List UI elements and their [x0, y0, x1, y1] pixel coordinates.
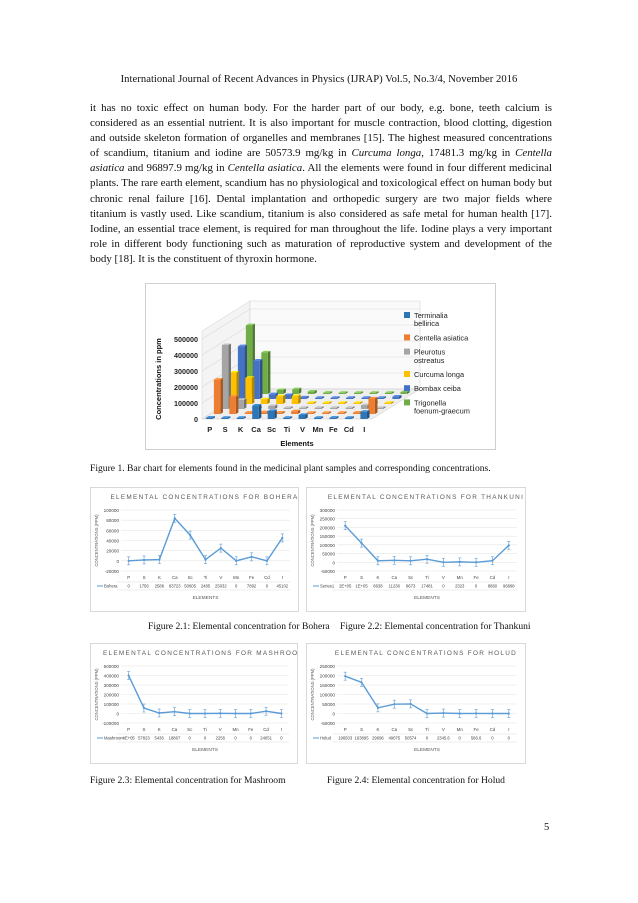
- y-tick-label: -20000: [104, 569, 119, 574]
- legend-swatch: [404, 334, 410, 340]
- x-tick-label: Ca: [171, 575, 178, 580]
- bar: [315, 398, 321, 399]
- legend-label: Trigonella: [414, 398, 447, 408]
- bar: [308, 392, 314, 394]
- legend-swatch: [404, 371, 410, 377]
- data-table-value: 0: [188, 735, 191, 741]
- data-point: [143, 559, 145, 561]
- legend-swatch: [404, 399, 410, 405]
- y-axis-title: CONCENTRATIONS (PPM): [310, 514, 315, 567]
- chart-title: ELEMENTAL CONCENTRATIONS FOR HOLUD: [334, 650, 518, 657]
- bar: [283, 418, 289, 419]
- x-tick-label: K: [376, 575, 380, 580]
- bar: [291, 411, 297, 414]
- y-axis-title: CONCENTRATIONS (PPM): [94, 668, 99, 721]
- data-table-value: 29696: [372, 735, 384, 741]
- y-tick-label: 150000: [319, 534, 335, 540]
- bar: [314, 418, 320, 419]
- legend-label: Curcuma longa: [414, 370, 465, 379]
- y-tick-label: 0: [332, 711, 335, 717]
- data-table-value: 0: [203, 735, 207, 741]
- data-point: [377, 707, 379, 709]
- x-axis-title: ELEMENTS: [414, 748, 440, 753]
- bar: [261, 399, 267, 404]
- data-point: [128, 674, 130, 676]
- x-tick-label: V: [441, 575, 445, 580]
- data-point: [491, 712, 493, 714]
- data-point: [158, 712, 160, 714]
- y-tick-label: 20000: [106, 548, 119, 554]
- data-table-value: 0: [491, 735, 494, 741]
- data-point: [204, 712, 206, 714]
- legend-label: ostreatus: [414, 355, 445, 365]
- data-point: [189, 712, 191, 714]
- y-tick-label: 50000: [322, 551, 335, 557]
- data-table-value: 196503: [338, 735, 353, 741]
- data-point: [360, 542, 362, 544]
- bar: [361, 405, 367, 409]
- data-point: [280, 712, 282, 714]
- bar: [315, 408, 321, 409]
- bar: [299, 415, 305, 419]
- x-tick-label: Mn: [233, 575, 240, 580]
- x-tick-label: P: [343, 727, 347, 732]
- y-tick-label: 100000: [174, 399, 198, 408]
- body-text-segment: it has no toxic effect on human body. For the harder part of our body, e.g. bone, teeth calcium is considered as an essential nutrient. It is also important for muscle contraction, blood clotting, digestion and outside skeleton formation of organelles and membranes [15]. The highest measured concentrations of scandium, titanium and iodine are 50573.9 mg/kg in: [90, 102, 552, 160]
- data-point: [410, 703, 412, 705]
- x-tick-label: K: [157, 727, 161, 732]
- data-point: [174, 517, 176, 519]
- y-tick-label: 100000: [103, 508, 119, 513]
- chart-title: ELEMENTAL CONCENTRATIONS FOR BOHERA: [110, 494, 298, 501]
- y-tick-label: 300000: [103, 683, 119, 688]
- bar: [206, 418, 212, 419]
- data-table-value: 57823: [138, 735, 150, 741]
- x-tick-label: S: [360, 575, 364, 580]
- data-point: [250, 712, 252, 714]
- figure-2-2-caption: Figure 2.2: Elemental concentration for Thankuni: [340, 621, 531, 632]
- figure-2-1-caption: Figure 2.1: Elemental concentration for Bohera: [148, 621, 330, 632]
- data-table-value: 11236: [388, 583, 400, 589]
- bar: [322, 413, 328, 414]
- chart-title: ELEMENTAL CONCENTRATIONS FOR THANKUNI: [327, 494, 525, 501]
- running-header: International Journal of Recent Advances in Physics (IJRAP) Vol.5, No.3/4, November 2016: [120, 74, 518, 85]
- bar: [292, 389, 298, 394]
- data-point: [459, 712, 461, 714]
- bar: [330, 408, 336, 409]
- bar-side: [298, 394, 301, 404]
- y-tick-label: 0: [116, 558, 119, 564]
- x-tick-label: V: [219, 575, 223, 580]
- y-tick-label: 300000: [319, 508, 335, 513]
- x-tick-label: V: [218, 727, 222, 732]
- data-table-value: 8638: [373, 583, 383, 589]
- bar-side: [283, 395, 286, 404]
- bar: [338, 403, 344, 404]
- data-point: [491, 560, 493, 562]
- x-tick-label: Mn: [456, 575, 463, 580]
- data-point: [426, 558, 428, 560]
- x-tick-label: Ca: [251, 425, 261, 434]
- bar-side: [375, 397, 378, 414]
- bar: [338, 413, 344, 414]
- data-point: [393, 703, 395, 705]
- x-tick-label: Ca: [391, 575, 398, 580]
- legend-label: Centella asiatica: [414, 333, 469, 343]
- data-table-value: 5436: [154, 735, 164, 741]
- series-name: Holud: [320, 735, 331, 741]
- chart-title: ELEMENTAL CONCENTRATIONS FOR MASHROOM: [102, 650, 297, 657]
- x-tick-label: P: [207, 425, 213, 434]
- y-tick-label: 200000: [319, 525, 335, 531]
- bar: [377, 398, 383, 399]
- y-tick-label: 80000: [106, 518, 119, 524]
- bar: [268, 406, 274, 409]
- figure-2-4-caption: Figure 2.4: Elemental concentration for Holud: [327, 775, 505, 786]
- figure-2-2-line-chart: [307, 488, 525, 611]
- bar: [292, 396, 298, 404]
- x-tick-label: I: [363, 425, 366, 434]
- data-table-value: 50605: [184, 583, 196, 589]
- x-tick-label: V: [441, 727, 445, 732]
- series-line: [345, 676, 509, 713]
- bar: [276, 396, 282, 404]
- data-point: [234, 712, 236, 714]
- bar: [245, 413, 251, 414]
- x-tick-label: K: [376, 727, 380, 732]
- x-tick-label: Fe: [473, 575, 479, 580]
- y-tick-label: 100000: [319, 692, 335, 698]
- bar-side: [259, 404, 262, 419]
- bar: [237, 418, 243, 419]
- data-point: [250, 556, 252, 558]
- bar: [360, 412, 366, 419]
- data-table-value: 25032: [215, 583, 227, 589]
- bar: [346, 398, 352, 399]
- figure-2-3-caption: Figure 2.3: Elemental concentration for Mashroom: [90, 775, 286, 786]
- data-point: [344, 675, 346, 677]
- x-tick-label: Sc: [408, 575, 414, 580]
- y-tick-label: 0: [116, 711, 119, 717]
- bar: [221, 418, 227, 419]
- data-table-value: 0: [280, 735, 283, 741]
- data-table-value: 0: [249, 735, 252, 741]
- figure-1-bar-chart: [146, 284, 495, 449]
- y-tick-label: 500000: [103, 664, 119, 669]
- data-table-value: 83723: [168, 583, 181, 589]
- bar: [229, 396, 235, 414]
- y-axis-title: CONCENTRATIONS (PPM): [94, 514, 99, 567]
- y-tick-label: 50000: [322, 702, 335, 707]
- x-tick-label: Ti: [425, 575, 429, 580]
- y-tick-label: -50000: [320, 569, 335, 574]
- data-point: [204, 558, 206, 560]
- data-table-value: 2323: [455, 583, 465, 589]
- bar-side: [268, 351, 271, 394]
- y-tick-label: 300000: [174, 367, 198, 376]
- bar: [268, 411, 274, 419]
- y-tick-label: 200000: [174, 383, 198, 392]
- data-table-value: 0: [474, 583, 478, 589]
- series-name: Series1: [320, 583, 335, 589]
- data-point: [426, 712, 428, 714]
- data-point: [128, 560, 130, 562]
- data-table-value: 0: [235, 583, 238, 589]
- data-table-value: 49075: [388, 735, 401, 741]
- x-tick-label: Mn: [312, 425, 324, 434]
- data-table-value: 1756: [139, 583, 149, 589]
- data-table-value: 8860: [487, 583, 498, 589]
- x-tick-label: Fe: [248, 727, 254, 732]
- legend-label: foenum-graecum: [414, 406, 470, 416]
- data-point: [281, 537, 283, 539]
- data-table-value: 18867: [168, 735, 181, 741]
- x-tick-label: Ti: [203, 727, 207, 732]
- bar-side: [252, 376, 255, 404]
- x-tick-label: Cd: [264, 575, 270, 580]
- x-tick-label: K: [157, 575, 161, 580]
- bar: [392, 397, 398, 399]
- series-line: [129, 518, 283, 561]
- data-table-value: 0: [127, 583, 130, 589]
- y-tick-label: 200000: [319, 673, 335, 679]
- y-tick-label: 60000: [106, 528, 119, 534]
- y-axis-title: CONCENTRATIONS (PPM): [310, 668, 315, 721]
- y-tick-label: -50000: [320, 721, 335, 726]
- data-table-value: 17481: [421, 583, 433, 589]
- y-tick-label: 100000: [319, 542, 335, 548]
- x-axis-title: Elements: [280, 439, 314, 448]
- y-tick-label: 200000: [103, 692, 119, 698]
- data-point: [410, 560, 412, 562]
- data-table-value: 0: [265, 583, 269, 589]
- bar: [354, 393, 360, 394]
- species-name: Curcuma longa: [351, 147, 422, 160]
- y-tick-label: -100000: [102, 721, 119, 726]
- data-point: [459, 561, 461, 563]
- x-tick-label: S: [360, 727, 364, 732]
- data-point: [266, 560, 268, 562]
- data-point: [508, 544, 510, 546]
- y-tick-label: 250000: [319, 664, 335, 669]
- x-tick-label: Sc: [187, 575, 193, 580]
- legend-swatch: [404, 349, 410, 355]
- data-table-value: 0: [507, 735, 510, 741]
- bar: [331, 398, 337, 399]
- body-paragraph: [90, 101, 552, 267]
- legend-label: Pleurotus: [414, 347, 446, 357]
- x-tick-label: S: [142, 727, 146, 732]
- y-axis-title: Concentrations in ppm: [154, 338, 163, 420]
- data-point: [143, 707, 145, 709]
- species-name: Centella asiatica: [90, 147, 552, 175]
- data-table-value: 2586: [154, 583, 165, 589]
- x-tick-label: Ca: [391, 727, 398, 732]
- bar: [323, 393, 329, 394]
- x-tick-label: P: [127, 727, 131, 732]
- bar-side: [220, 378, 223, 414]
- x-axis-title: ELEMENTS: [414, 596, 440, 601]
- data-point: [393, 559, 395, 561]
- bar-side: [260, 359, 263, 399]
- figure-2-1-line-chart: [91, 488, 298, 611]
- data-point: [158, 558, 160, 560]
- data-table-value: 0: [458, 735, 461, 741]
- x-axis-title: ELEMENTS: [192, 748, 218, 753]
- data-table-value: 4E+05: [122, 735, 135, 741]
- bar-side: [236, 395, 239, 414]
- x-tick-label: Ca: [171, 727, 178, 732]
- data-point: [508, 712, 510, 714]
- x-tick-label: Mn: [456, 727, 463, 732]
- x-tick-label: V: [299, 425, 305, 434]
- bar: [353, 413, 359, 414]
- page-number: 5: [544, 822, 550, 833]
- legend-swatch: [404, 312, 410, 318]
- data-table-value: 2256: [215, 735, 225, 741]
- x-tick-label: Fe: [249, 575, 255, 580]
- data-table-value: 1E+05: [355, 583, 368, 589]
- bar: [346, 408, 352, 409]
- data-table-value: 2485: [200, 583, 211, 589]
- data-point: [344, 525, 346, 527]
- figure-1-caption: Figure 1. Bar chart for elements found in the medicinal plant samples and corresponding concentrations.: [90, 463, 491, 474]
- x-tick-label: Sc: [266, 425, 277, 434]
- data-table-value: 2E+05: [339, 583, 352, 589]
- data-table-value: 50574: [404, 735, 417, 741]
- x-tick-label: S: [142, 575, 146, 580]
- x-tick-label: Cd: [343, 425, 354, 434]
- legend-label: Terminalia: [414, 311, 448, 320]
- x-tick-label: Mn: [232, 727, 239, 732]
- data-table-value: 7892: [246, 583, 257, 589]
- data-table-value: 2345.6: [436, 735, 450, 741]
- bar: [284, 408, 290, 409]
- legend-swatch: [404, 385, 410, 391]
- data-point: [442, 561, 444, 563]
- data-point: [442, 712, 444, 714]
- data-table-value: 0: [234, 735, 237, 741]
- x-tick-label: Ti: [283, 425, 291, 434]
- y-tick-label: 40000: [106, 538, 119, 544]
- y-tick-label: 250000: [319, 516, 335, 522]
- species-name: Centella asiatica: [227, 162, 303, 175]
- bar: [323, 403, 329, 404]
- data-table-value: 8673: [405, 583, 416, 589]
- body-text-segment: and 96897.9 mg/kg in: [124, 162, 228, 175]
- bar: [339, 393, 345, 394]
- x-tick-label: I: [281, 575, 283, 580]
- bar: [370, 393, 376, 394]
- x-tick-label: S: [222, 425, 228, 434]
- bar: [345, 418, 351, 419]
- y-tick-label: 400000: [103, 673, 119, 679]
- y-tick-label: 150000: [319, 683, 335, 688]
- x-tick-label: Cd: [263, 727, 269, 732]
- figure-2-4-line-chart: [307, 644, 525, 763]
- x-tick-label: Cd: [489, 575, 496, 580]
- data-point: [377, 560, 379, 562]
- bar: [307, 403, 313, 404]
- data-point: [235, 560, 237, 562]
- x-tick-label: Sc: [408, 727, 414, 732]
- body-text-segment: , 17481.3 mg/kg in: [421, 147, 516, 160]
- body-text-segment: . All the elements were found in four different medicinal plants. The rare earth element, scandium has no physiological and toxicological effect on human body but chronic renal failure [16]. Dental implantation and orthopedic surgery are two major fields where titanium is vastly used. Like scandium, titanium is also considered as safe metal for human health [17]. Iodine, an essential trace element, is required for man throughout the life. Iodine plays a very important role in different body functioning such as maturation of reproductive system and development of the body [18]. It is the constituent of thyroxin hormone.: [90, 162, 552, 265]
- bar: [362, 398, 368, 399]
- y-tick-label: 400000: [174, 351, 198, 360]
- bar: [354, 403, 360, 404]
- legend-label: bellirica: [414, 319, 440, 329]
- bar: [400, 392, 406, 394]
- data-table-value: 566.6: [470, 735, 482, 741]
- data-point: [219, 712, 221, 714]
- y-tick-label: 100000: [103, 702, 119, 707]
- data-table-value: 96898: [502, 583, 515, 589]
- data-table-value: 45102: [276, 583, 289, 589]
- data-point: [360, 681, 362, 683]
- x-tick-label: P: [127, 575, 131, 580]
- x-axis-title: ELEMENTS: [192, 596, 219, 601]
- data-table-value: 0: [442, 583, 445, 589]
- data-point: [220, 547, 222, 549]
- figure-2-3-line-chart: [91, 644, 297, 763]
- x-tick-label: I: [280, 727, 282, 732]
- x-tick-label: Cd: [489, 727, 496, 732]
- series-name: Mashroom: [104, 735, 124, 741]
- data-point: [475, 712, 477, 714]
- x-tick-label: Ti: [425, 727, 429, 732]
- data-point: [475, 561, 477, 563]
- data-point: [189, 534, 191, 536]
- data-table-value: 24051: [260, 735, 272, 741]
- x-tick-label: I: [508, 575, 510, 580]
- x-tick-label: I: [508, 727, 510, 732]
- y-tick-label: 500000: [174, 335, 198, 344]
- series-name: Bohera: [104, 583, 118, 589]
- x-tick-label: K: [237, 425, 244, 434]
- x-tick-label: Fe: [328, 425, 338, 434]
- y-tick-label: 0: [194, 415, 198, 424]
- x-tick-label: Ti: [203, 575, 208, 580]
- data-point: [173, 711, 175, 713]
- bar: [252, 406, 258, 419]
- bar: [214, 380, 220, 414]
- bar: [385, 393, 391, 394]
- x-tick-label: Fe: [473, 727, 479, 732]
- legend-label: Bombax ceiba: [414, 384, 461, 394]
- bar-side: [274, 409, 277, 419]
- data-table-value: 0: [425, 735, 429, 741]
- data-point: [265, 710, 267, 712]
- bar-side: [244, 398, 247, 409]
- bar: [299, 408, 305, 409]
- bar: [330, 418, 336, 419]
- bar: [384, 403, 390, 404]
- chart-back-wall: [250, 301, 420, 389]
- x-tick-label: P: [343, 575, 347, 580]
- data-table-value: 163895: [354, 735, 369, 741]
- y-tick-label: 0: [332, 560, 335, 566]
- x-tick-label: Sc: [187, 727, 193, 732]
